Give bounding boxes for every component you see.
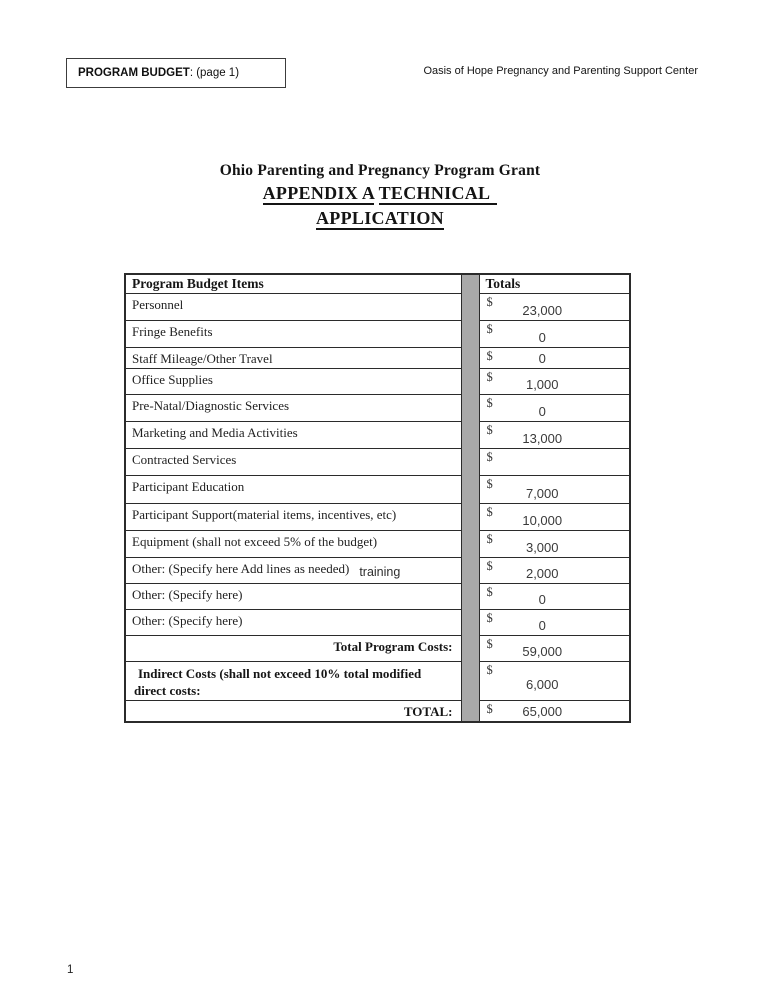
title-line-appendix <box>0 181 760 205</box>
divider-strip-cell <box>461 320 479 347</box>
budget-item-text: Personnel <box>132 296 184 312</box>
budget-amount: 10,000 <box>522 512 563 528</box>
budget-item-text: Other: (Specify here) <box>132 586 243 602</box>
divider-strip-cell <box>461 635 479 661</box>
budget-amount: 3,000 <box>525 539 559 555</box>
budget-amount: 7,000 <box>525 485 559 501</box>
budget-item-label <box>125 583 461 609</box>
table-row <box>125 583 630 609</box>
table-row <box>125 293 630 320</box>
page-number: 1 <box>67 964 74 976</box>
divider-strip-cell <box>461 583 479 609</box>
table-row <box>125 635 630 661</box>
table-row <box>125 609 630 635</box>
budget-item-text: Total Program Costs: <box>333 638 453 654</box>
budget-item-text: Contracted Services <box>132 451 237 467</box>
table-row <box>125 503 630 530</box>
dollar-sign: $ <box>486 531 493 546</box>
budget-item-label <box>125 475 461 503</box>
budget-amount-cell <box>479 609 630 635</box>
budget-amount-cell <box>479 530 630 557</box>
dollar-sign: $ <box>486 636 493 651</box>
divider-strip <box>461 274 479 293</box>
budget-amount: 0 <box>538 403 546 419</box>
dollar-sign: $ <box>486 504 493 519</box>
title-line-application <box>0 206 760 230</box>
dollar-sign: $ <box>486 610 493 625</box>
filled-in-entry: training <box>359 564 401 579</box>
budget-item-label <box>125 635 461 661</box>
budget-amount-cell <box>479 700 630 722</box>
budget-amount: 0 <box>538 350 546 366</box>
divider-strip-cell <box>461 700 479 722</box>
budget-item-text: Office Supplies <box>132 371 213 387</box>
budget-amount-cell <box>479 583 630 609</box>
budget-amount-cell <box>479 394 630 421</box>
technical-text: TECHNICAL <box>379 183 498 205</box>
budget-amount-cell <box>479 293 630 320</box>
items-column-header: Program Budget Items <box>125 274 461 293</box>
dollar-sign: $ <box>486 701 493 716</box>
budget-amount: 59,000 <box>522 643 563 659</box>
budget-amount: 1,000 <box>525 376 559 392</box>
divider-strip-cell <box>461 475 479 503</box>
budget-amount-cell <box>479 347 630 368</box>
budget-item-label <box>125 661 461 700</box>
table-row <box>125 557 630 583</box>
budget-item-label <box>125 421 461 448</box>
budget-table-body <box>125 293 630 722</box>
budget-amount-cell <box>479 557 630 583</box>
budget-item-label <box>125 347 461 368</box>
budget-item-label <box>125 320 461 347</box>
table-row <box>125 320 630 347</box>
budget-table <box>124 273 631 723</box>
divider-strip-cell <box>461 609 479 635</box>
budget-item-label <box>125 530 461 557</box>
dollar-sign: $ <box>486 422 493 437</box>
budget-amount: 65,000 <box>522 703 563 719</box>
page-indicator: : (page 1) <box>189 67 240 79</box>
budget-item-label <box>125 503 461 530</box>
dollar-sign: $ <box>486 662 493 677</box>
table-row <box>125 394 630 421</box>
organization-name: Oasis of Hope Pregnancy and Parenting Support Center <box>423 65 698 77</box>
budget-amount-cell <box>479 661 630 700</box>
table-row <box>125 475 630 503</box>
divider-strip-cell <box>461 368 479 394</box>
budget-amount: 2,000 <box>525 565 559 581</box>
table-row <box>125 530 630 557</box>
budget-amount-cell <box>479 475 630 503</box>
divider-strip-cell <box>461 661 479 700</box>
application-text: APPLICATION <box>316 208 444 228</box>
budget-amount-cell <box>479 421 630 448</box>
appendix-a-text: APPENDIX A <box>262 183 375 203</box>
budget-item-label <box>125 557 461 583</box>
budget-amount: 0 <box>538 329 546 345</box>
divider-strip-cell <box>461 503 479 530</box>
budget-item-text: Pre-Natal/Diagnostic Services <box>132 397 290 413</box>
divider-strip-cell <box>461 530 479 557</box>
table-row <box>125 421 630 448</box>
dollar-sign: $ <box>486 476 493 491</box>
table-row <box>125 448 630 475</box>
divider-strip-cell <box>461 557 479 583</box>
table-header-row <box>125 274 630 293</box>
table-row <box>125 700 630 722</box>
totals-column-header: Totals <box>479 274 630 293</box>
budget-amount: 6,000 <box>525 676 559 692</box>
budget-item-label <box>125 700 461 722</box>
budget-amount-cell <box>479 448 630 475</box>
program-budget-label-box <box>66 58 286 88</box>
dollar-sign: $ <box>486 395 493 410</box>
program-budget-label: PROGRAM BUDGET <box>78 67 190 79</box>
budget-item-text: Other: (Specify here) <box>132 612 243 628</box>
title-line-grant: Ohio Parenting and Pregnancy Program Grant <box>219 162 541 179</box>
budget-item-text: Marketing and Media Activities <box>132 424 298 440</box>
budget-item-label <box>125 368 461 394</box>
budget-item-text: Participant Support(material items, incentives, etc) <box>132 506 397 522</box>
budget-item-label <box>125 394 461 421</box>
budget-item-label <box>125 609 461 635</box>
divider-strip-cell <box>461 421 479 448</box>
budget-amount: 0 <box>538 617 546 633</box>
document-title <box>0 161 760 230</box>
budget-amount: 13,000 <box>522 430 563 446</box>
budget-amount-cell <box>479 368 630 394</box>
budget-amount: 23,000 <box>522 302 563 318</box>
budget-item-text: Indirect Costs (shall not exceed 10% total modified direct costs: <box>134 665 422 698</box>
dollar-sign: $ <box>486 294 493 309</box>
budget-item-text: Fringe Benefits <box>132 323 213 339</box>
budget-item-label <box>125 293 461 320</box>
table-row <box>125 661 630 700</box>
divider-strip-cell <box>461 293 479 320</box>
budget-item-text: Equipment (shall not exceed 5% of the budget) <box>132 533 378 549</box>
divider-strip-cell <box>461 448 479 475</box>
budget-amount-cell <box>479 320 630 347</box>
dollar-sign: $ <box>486 449 493 464</box>
budget-item-label <box>125 448 461 475</box>
dollar-sign: $ <box>486 348 493 363</box>
budget-item-text: TOTAL: <box>403 703 453 719</box>
dollar-sign: $ <box>486 584 493 599</box>
divider-strip-cell <box>461 347 479 368</box>
budget-item-text: Staff Mileage/Other Travel <box>132 350 273 366</box>
table-row <box>125 368 630 394</box>
dollar-sign: $ <box>486 558 493 573</box>
dollar-sign: $ <box>486 321 493 336</box>
divider-strip-cell <box>461 394 479 421</box>
budget-item-text: Other: (Specify here Add lines as needed) <box>132 560 350 576</box>
budget-amount-cell <box>479 503 630 530</box>
budget-amount: 0 <box>538 591 546 607</box>
dollar-sign: $ <box>486 369 493 384</box>
budget-amount-cell <box>479 635 630 661</box>
table-row <box>125 347 630 368</box>
budget-item-text: Participant Education <box>132 478 245 494</box>
